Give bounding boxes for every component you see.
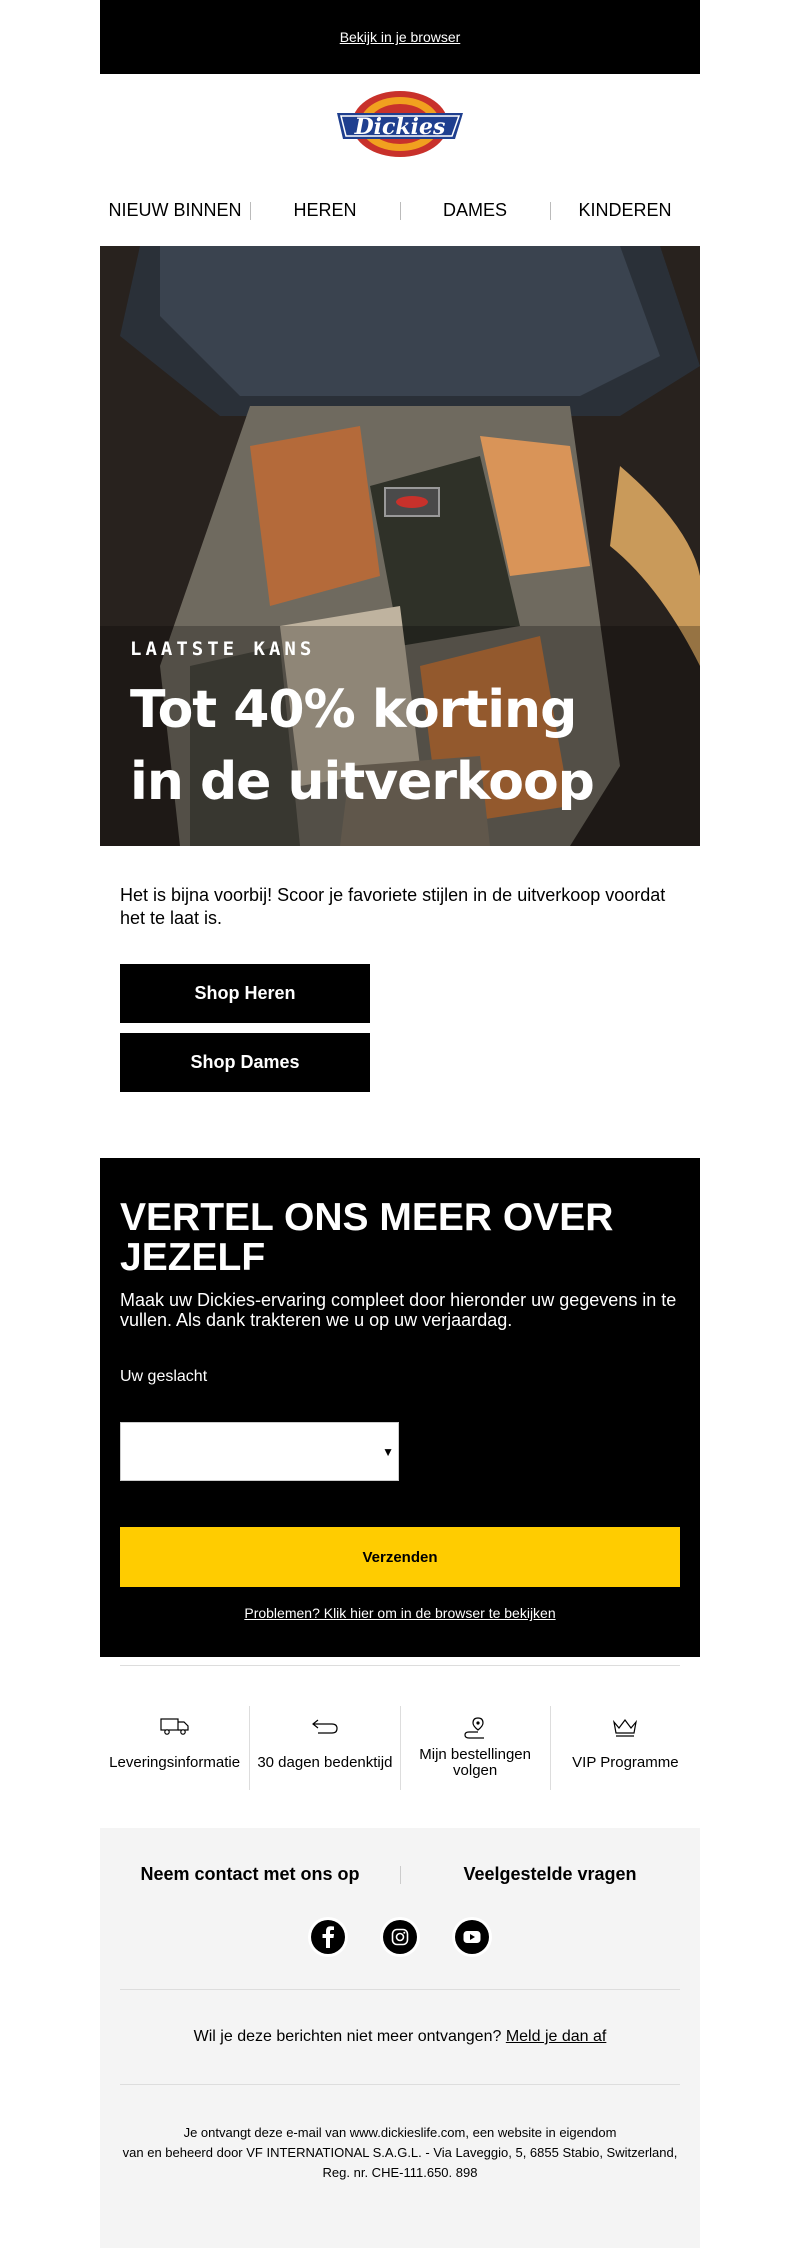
logo-text: Dickies [354, 114, 446, 140]
feature-vip-label: VIP Programme [572, 1754, 679, 1771]
feature-delivery-label: Leveringsinformatie [109, 1754, 241, 1771]
instagram-link[interactable] [380, 1917, 420, 1957]
legal-line-1: Je ontvangt deze e-mail van www.dickieslife.com, een website in eigendom [183, 2125, 617, 2140]
section-divider [120, 1665, 680, 1666]
submit-button[interactable]: Verzenden [120, 1527, 680, 1587]
email-container [100, 0, 700, 2248]
hero-text [130, 638, 594, 818]
truck-icon [160, 1716, 190, 1736]
youtube-link[interactable] [452, 1917, 492, 1957]
hero-title [130, 674, 594, 818]
dickies-logo[interactable] [335, 89, 465, 159]
gender-select[interactable] [120, 1422, 399, 1481]
hero-title-line-1: Tot 40% korting [130, 680, 577, 740]
facebook-icon [311, 1920, 345, 1954]
survey-section [100, 1158, 700, 1657]
instagram-icon [383, 1920, 417, 1954]
unsubscribe-text: Wil je deze berichten niet meer ontvangen? [193, 2028, 502, 2045]
survey-text: Maak uw Dickies-ervaring compleet door hieronder uw gegevens in te vullen. Als dank trakteren we u op uw verjaardag. [120, 1290, 677, 1330]
feature-delivery[interactable] [100, 1706, 249, 1790]
crown-icon [611, 1716, 639, 1738]
hero-eyebrow: LAATSTE KANS [130, 638, 316, 660]
youtube-icon [455, 1920, 489, 1954]
main-nav [100, 174, 700, 246]
footer-divider-bottom [120, 2084, 680, 2085]
nav-item-women[interactable]: DAMES [400, 200, 550, 221]
feature-vip[interactable] [550, 1706, 700, 1790]
nav-item-kids[interactable]: KINDEREN [550, 200, 700, 221]
legal-line-3: Reg. nr. CHE-111.650. 898 [322, 2165, 478, 2180]
feature-returns-label: 30 dagen bedenktijd [257, 1754, 393, 1771]
chevron-down-icon: ▼ [382, 1445, 394, 1459]
unsubscribe-link[interactable]: Meld je dan af [505, 2028, 607, 2045]
route-pin-icon [460, 1716, 490, 1740]
hero-title-line-2: in de uitverkoop [130, 752, 594, 812]
browser-problem-link[interactable]: Problemen? Klik hier om in de browser te bekijken [244, 1605, 556, 1621]
footer-links [100, 1828, 700, 1885]
feature-track-orders[interactable] [400, 1706, 550, 1790]
service-features [100, 1706, 700, 1790]
nav-item-new[interactable]: NIEUW BINNEN [108, 199, 242, 220]
footer [100, 1828, 700, 2248]
faq-link[interactable]: Veelgestelde vragen [400, 1864, 700, 1885]
view-in-browser-link[interactable]: Bekijk in je browser [339, 29, 461, 45]
feature-track-label: Mijn bestellingen volgen [419, 1746, 531, 1779]
intro-text: Het is bijna voorbij! Scoor je favoriete stijlen in de uitverkoop voordat het te laat is. [120, 885, 666, 928]
unsubscribe-row [100, 1990, 700, 2084]
shop-men-button[interactable]: Shop Heren [120, 964, 370, 1023]
top-bar [100, 0, 700, 74]
feature-returns[interactable] [249, 1706, 399, 1790]
social-links [100, 1917, 700, 1957]
shop-women-button[interactable]: Shop Dames [120, 1033, 370, 1092]
hero-banner[interactable] [100, 246, 700, 846]
return-arrow-icon [310, 1716, 340, 1736]
nav-item-men[interactable]: HEREN [250, 200, 400, 221]
gender-label: Uw geslacht [120, 1368, 208, 1385]
contact-link[interactable]: Neem contact met ons op [140, 1864, 360, 1884]
legal-text [100, 2123, 700, 2183]
survey-heading: VERTEL ONS MEER OVER JEZELF [120, 1196, 614, 1279]
logo-row [100, 74, 700, 174]
legal-line-2: van en beheerd door VF INTERNATIONAL S.A.G.L. - Via Laveggio, 5, 6855 Stabio, Switzerland, [122, 2145, 678, 2160]
facebook-link[interactable] [308, 1917, 348, 1957]
